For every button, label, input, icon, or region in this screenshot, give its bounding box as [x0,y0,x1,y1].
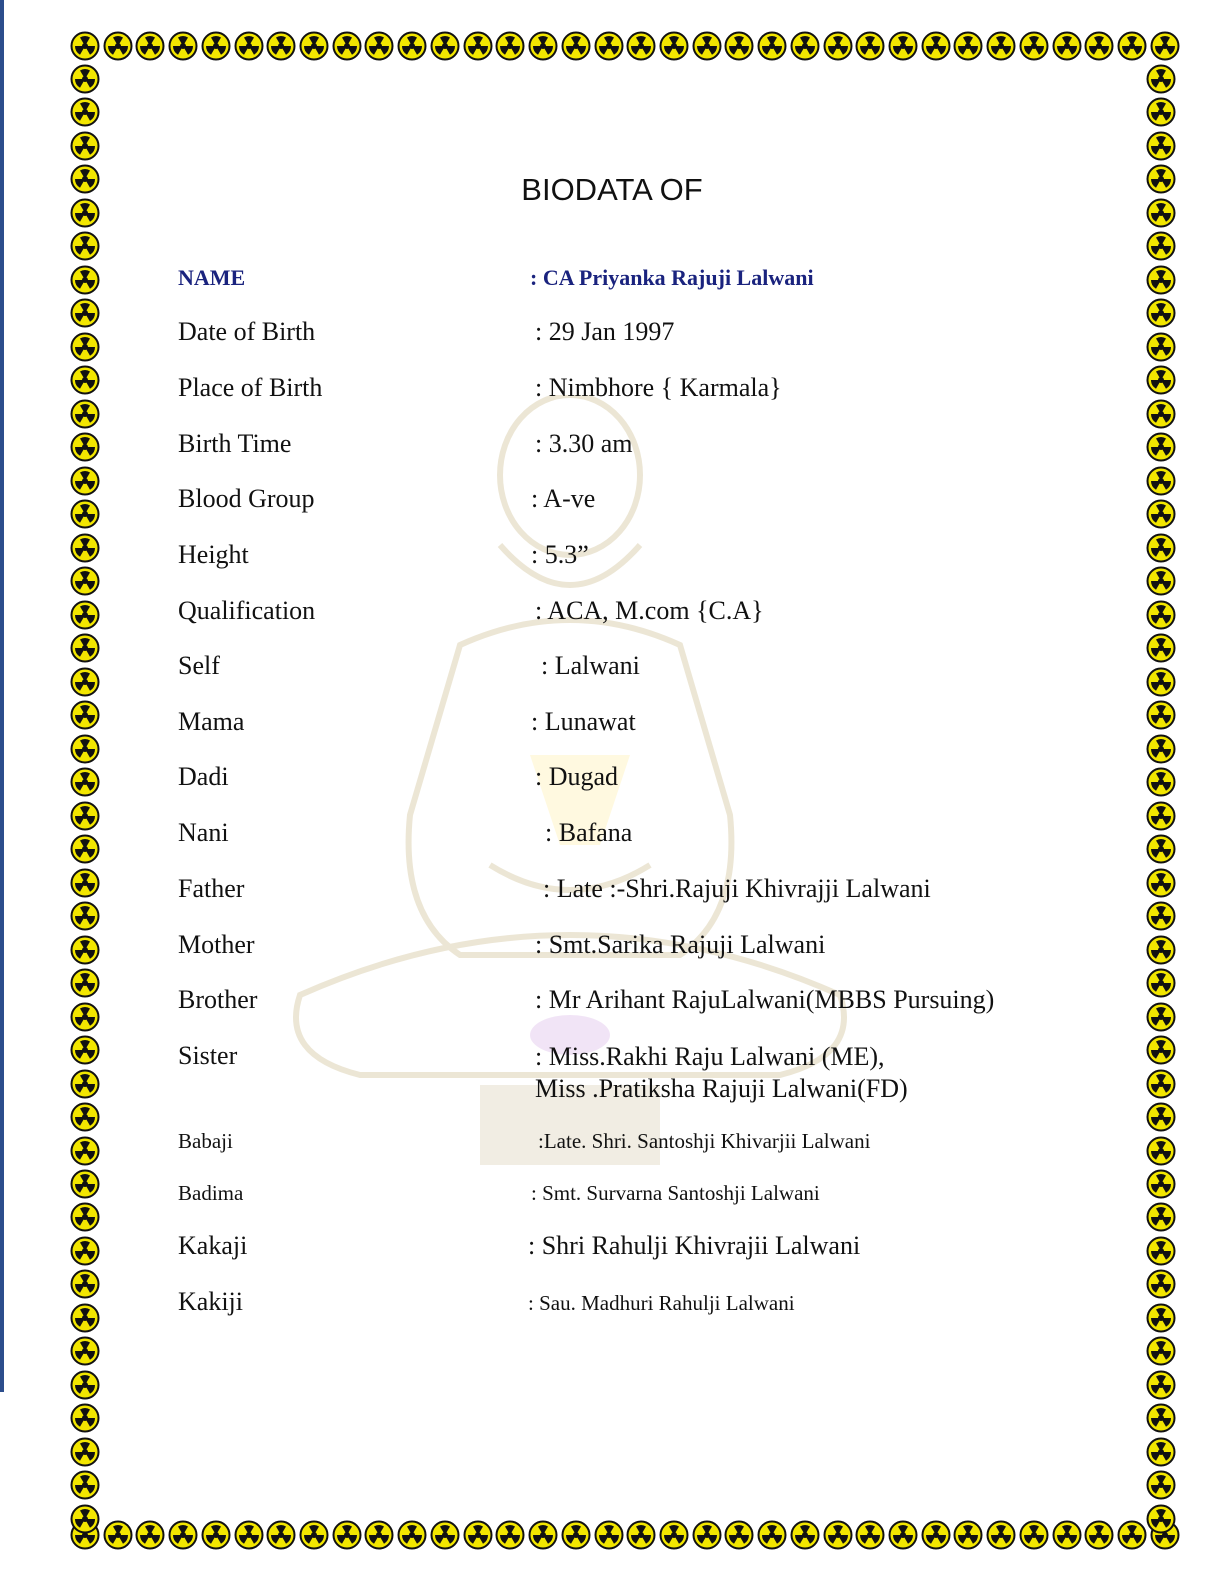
radiation-trefoil-icon [299,31,329,61]
radiation-trefoil-icon [1146,499,1176,529]
radiation-trefoil-icon [70,1002,100,1032]
radiation-trefoil-icon [495,31,525,61]
radiation-trefoil-icon [1146,1236,1176,1266]
radiation-trefoil-icon [1146,834,1176,864]
radiation-trefoil-icon [594,1520,624,1550]
radiation-trefoil-icon [70,1504,100,1534]
radiation-trefoil-icon [70,231,100,261]
radiation-trefoil-icon [70,64,100,94]
kakaji-label: Kakaji [178,1231,248,1260]
radiation-trefoil-icon [70,968,100,998]
radiation-trefoil-icon [1146,399,1176,429]
sister-value: : Miss.Rakhi Raju Lalwani (ME), Miss .Pratiksha Rajuji Lalwani(FD) [535,1042,908,1103]
nani-label: Nani [178,818,229,847]
radiation-trefoil-icon [70,1269,100,1299]
dob-label: Date of Birth [178,317,316,346]
radiation-trefoil-icon [266,1520,296,1550]
radiation-trefoil-icon [953,1520,983,1550]
radiation-trefoil-icon [70,633,100,663]
radiation-trefoil-icon [1052,31,1082,61]
radiation-trefoil-icon [823,31,853,61]
radiation-trefoil-icon [103,31,133,61]
radiation-trefoil-icon [1146,466,1176,496]
pob-value: : Nimbhore { Karmala} [535,373,782,402]
radiation-trefoil-icon [234,1520,264,1550]
radiation-trefoil-icon [1146,734,1176,764]
radiation-trefoil-icon [397,1520,427,1550]
birth-time-label: Birth Time [178,429,292,458]
radiation-trefoil-icon [70,667,100,697]
radiation-trefoil-icon [1146,1336,1176,1366]
radiation-trefoil-icon [855,1520,885,1550]
radiation-trefoil-icon [855,31,885,61]
radiation-trefoil-icon [1146,1002,1176,1032]
radiation-trefoil-icon [724,31,754,61]
radiation-trefoil-icon [364,31,394,61]
brother-value: : Mr Arihant RajuLalwani(MBBS Pursuing) [535,985,995,1014]
radiation-trefoil-icon [659,1520,689,1550]
radiation-trefoil-icon [757,31,787,61]
radiation-trefoil-icon [299,1520,329,1550]
radiation-trefoil-icon [1146,633,1176,663]
radiation-trefoil-icon [168,1520,198,1550]
radiation-trefoil-icon [430,31,460,61]
radiation-trefoil-icon [70,533,100,563]
radiation-trefoil-icon [921,1520,951,1550]
radiation-trefoil-icon [70,1303,100,1333]
radiation-trefoil-icon [1146,566,1176,596]
radiation-trefoil-icon [921,31,951,61]
radiation-trefoil-icon [561,1520,591,1550]
radiation-trefoil-icon [1146,97,1176,127]
radiation-trefoil-icon [724,1520,754,1550]
qualification-label: Qualification [178,596,316,625]
radiation-trefoil-icon [70,499,100,529]
sister-label: Sister [178,1041,238,1070]
radiation-trefoil-icon [659,31,689,61]
radiation-trefoil-icon [626,31,656,61]
radiation-trefoil-icon [528,1520,558,1550]
radiation-trefoil-icon [364,1520,394,1550]
radiation-trefoil-icon [70,31,100,61]
radiation-trefoil-icon [1019,31,1049,61]
radiation-trefoil-icon [757,1520,787,1550]
radiation-trefoil-icon [1146,1403,1176,1433]
pob-label: Place of Birth [178,373,323,402]
mama-label: Mama [178,707,245,736]
radiation-trefoil-icon [1146,667,1176,697]
birth-time-value: : 3.30 am [535,429,633,458]
radiation-trefoil-icon [463,1520,493,1550]
radiation-trefoil-icon [70,566,100,596]
radiation-trefoil-icon [594,31,624,61]
radiation-trefoil-icon [70,901,100,931]
height-value: : 5.3” [531,540,589,569]
babaji-label: Babaji [178,1129,233,1153]
radiation-trefoil-icon [70,466,100,496]
radiation-trefoil-icon [266,31,296,61]
radiation-trefoil-icon [790,31,820,61]
nani-value: : Bafana [545,818,633,847]
border-top [70,31,1180,65]
radiation-trefoil-icon [70,1470,100,1500]
badima-label: Badima [178,1181,244,1205]
dadi-value: : Dugad [535,762,619,791]
radiation-trefoil-icon [70,801,100,831]
kakiji-label: Kakiji [178,1287,243,1316]
radiation-trefoil-icon [201,31,231,61]
radiation-trefoil-icon [1052,1520,1082,1550]
self-label: Self [178,651,220,680]
radiation-trefoil-icon [953,31,983,61]
dadi-label: Dadi [178,762,229,791]
name-value: : CA Priyanka Rajuji Lalwani [530,265,814,290]
radiation-trefoil-icon [70,365,100,395]
radiation-trefoil-icon [888,31,918,61]
radiation-trefoil-icon [103,1520,133,1550]
radiation-trefoil-icon [70,734,100,764]
radiation-trefoil-icon [1146,64,1176,94]
radiation-trefoil-icon [201,1520,231,1550]
radiation-trefoil-icon [234,31,264,61]
radiation-trefoil-icon [561,31,591,61]
self-value: : Lalwani [541,651,640,680]
radiation-trefoil-icon [70,399,100,429]
radiation-trefoil-icon [1019,1520,1049,1550]
radiation-trefoil-icon [70,700,100,730]
radiation-trefoil-icon [70,1370,100,1400]
radiation-trefoil-icon [1146,1136,1176,1166]
radiation-trefoil-icon [692,31,722,61]
radiation-trefoil-icon [1146,901,1176,931]
radiation-trefoil-icon [1146,1303,1176,1333]
border-bottom [70,1520,1180,1554]
radiation-trefoil-icon [1084,1520,1114,1550]
radiation-trefoil-icon [1117,1520,1147,1550]
radiation-trefoil-icon [70,767,100,797]
kakaji-value: : Shri Rahulji Khivrajii Lalwani [528,1231,861,1260]
radiation-trefoil-icon [70,935,100,965]
radiation-trefoil-icon [1146,365,1176,395]
radiation-trefoil-icon [1146,432,1176,462]
radiation-trefoil-icon [528,31,558,61]
radiation-trefoil-icon [1146,231,1176,261]
radiation-trefoil-icon [70,298,100,328]
mama-value: : Lunawat [531,707,636,736]
radiation-trefoil-icon [1084,31,1114,61]
radiation-trefoil-icon [1146,1202,1176,1232]
babaji-value: :Late. Shri. Santoshji Khivarjii Lalwani [538,1129,871,1153]
radiation-trefoil-icon [70,1236,100,1266]
radiation-trefoil-icon [1150,31,1180,61]
radiation-trefoil-icon [790,1520,820,1550]
radiation-trefoil-icon [1146,700,1176,730]
page-title: BIODATA OF [521,172,703,207]
radiation-trefoil-icon [986,1520,1016,1550]
radiation-trefoil-icon [1146,600,1176,630]
father-label: Father [178,874,245,903]
radiation-trefoil-icon [626,1520,656,1550]
radiation-trefoil-icon [70,1035,100,1065]
radiation-trefoil-icon [70,1336,100,1366]
radiation-trefoil-icon [1146,935,1176,965]
radiation-trefoil-icon [70,332,100,362]
border-left [70,64,104,1534]
radiation-trefoil-icon [692,1520,722,1550]
radiation-trefoil-icon [70,1169,100,1199]
radiation-trefoil-icon [70,1102,100,1132]
radiation-trefoil-icon [1146,533,1176,563]
radiation-trefoil-icon [1146,968,1176,998]
radiation-trefoil-icon [1146,868,1176,898]
radiation-trefoil-icon [1146,767,1176,797]
height-label: Height [178,540,249,569]
kakiji-value: : Sau. Madhuri Rahulji Lalwani [528,1291,795,1315]
radiation-trefoil-icon [430,1520,460,1550]
radiation-trefoil-icon [70,834,100,864]
radiation-trefoil-icon [823,1520,853,1550]
brother-label: Brother [178,985,258,1014]
radiation-trefoil-icon [135,31,165,61]
mother-label: Mother [178,930,255,959]
father-value: : Late :-Shri.Rajuji Khivrajji Lalwani [543,874,931,903]
qualification-value: : ACA, M.com {C.A} [535,596,764,625]
radiation-trefoil-icon [1146,1069,1176,1099]
dob-value: : 29 Jan 1997 [535,317,675,346]
radiation-trefoil-icon [1146,1102,1176,1132]
radiation-trefoil-icon [332,1520,362,1550]
radiation-trefoil-icon [1117,31,1147,61]
radiation-trefoil-icon [1146,1035,1176,1065]
radiation-trefoil-icon [397,31,427,61]
radiation-trefoil-icon [888,1520,918,1550]
radiation-trefoil-icon [332,31,362,61]
radiation-trefoil-icon [986,31,1016,61]
radiation-trefoil-icon [70,131,100,161]
radiation-trefoil-icon [1146,131,1176,161]
radiation-trefoil-icon [70,1136,100,1166]
blood-group-label: Blood Group [178,484,315,513]
blood-group-value: : A-ve [531,484,596,513]
radiation-trefoil-icon [168,31,198,61]
radiation-trefoil-icon [70,265,100,295]
radiation-trefoil-icon [70,600,100,630]
radiation-trefoil-icon [70,868,100,898]
radiation-trefoil-icon [135,1520,165,1550]
radiation-trefoil-icon [70,97,100,127]
radiation-trefoil-icon [70,1437,100,1467]
radiation-trefoil-icon [1146,265,1176,295]
radiation-trefoil-icon [1146,801,1176,831]
radiation-trefoil-icon [1146,1504,1176,1534]
radiation-trefoil-icon [1146,298,1176,328]
mother-value: : Smt.Sarika Rajuji Lalwani [535,930,826,959]
radiation-trefoil-icon [70,1202,100,1232]
radiation-trefoil-icon [1146,1169,1176,1199]
radiation-trefoil-icon [1146,1269,1176,1299]
radiation-trefoil-icon [70,1403,100,1433]
name-label: NAME [178,265,246,290]
radiation-trefoil-icon [495,1520,525,1550]
left-edge-bar [0,0,4,1392]
radiation-trefoil-icon [463,31,493,61]
badima-value: : Smt. Survarna Santoshji Lalwani [531,1181,820,1205]
radiation-trefoil-icon [1146,332,1176,362]
radiation-trefoil-icon [1146,1370,1176,1400]
radiation-trefoil-icon [1146,1437,1176,1467]
radiation-trefoil-icon [70,1069,100,1099]
radiation-trefoil-icon [1146,1470,1176,1500]
radiation-trefoil-icon [70,432,100,462]
border-right [1146,64,1180,1534]
